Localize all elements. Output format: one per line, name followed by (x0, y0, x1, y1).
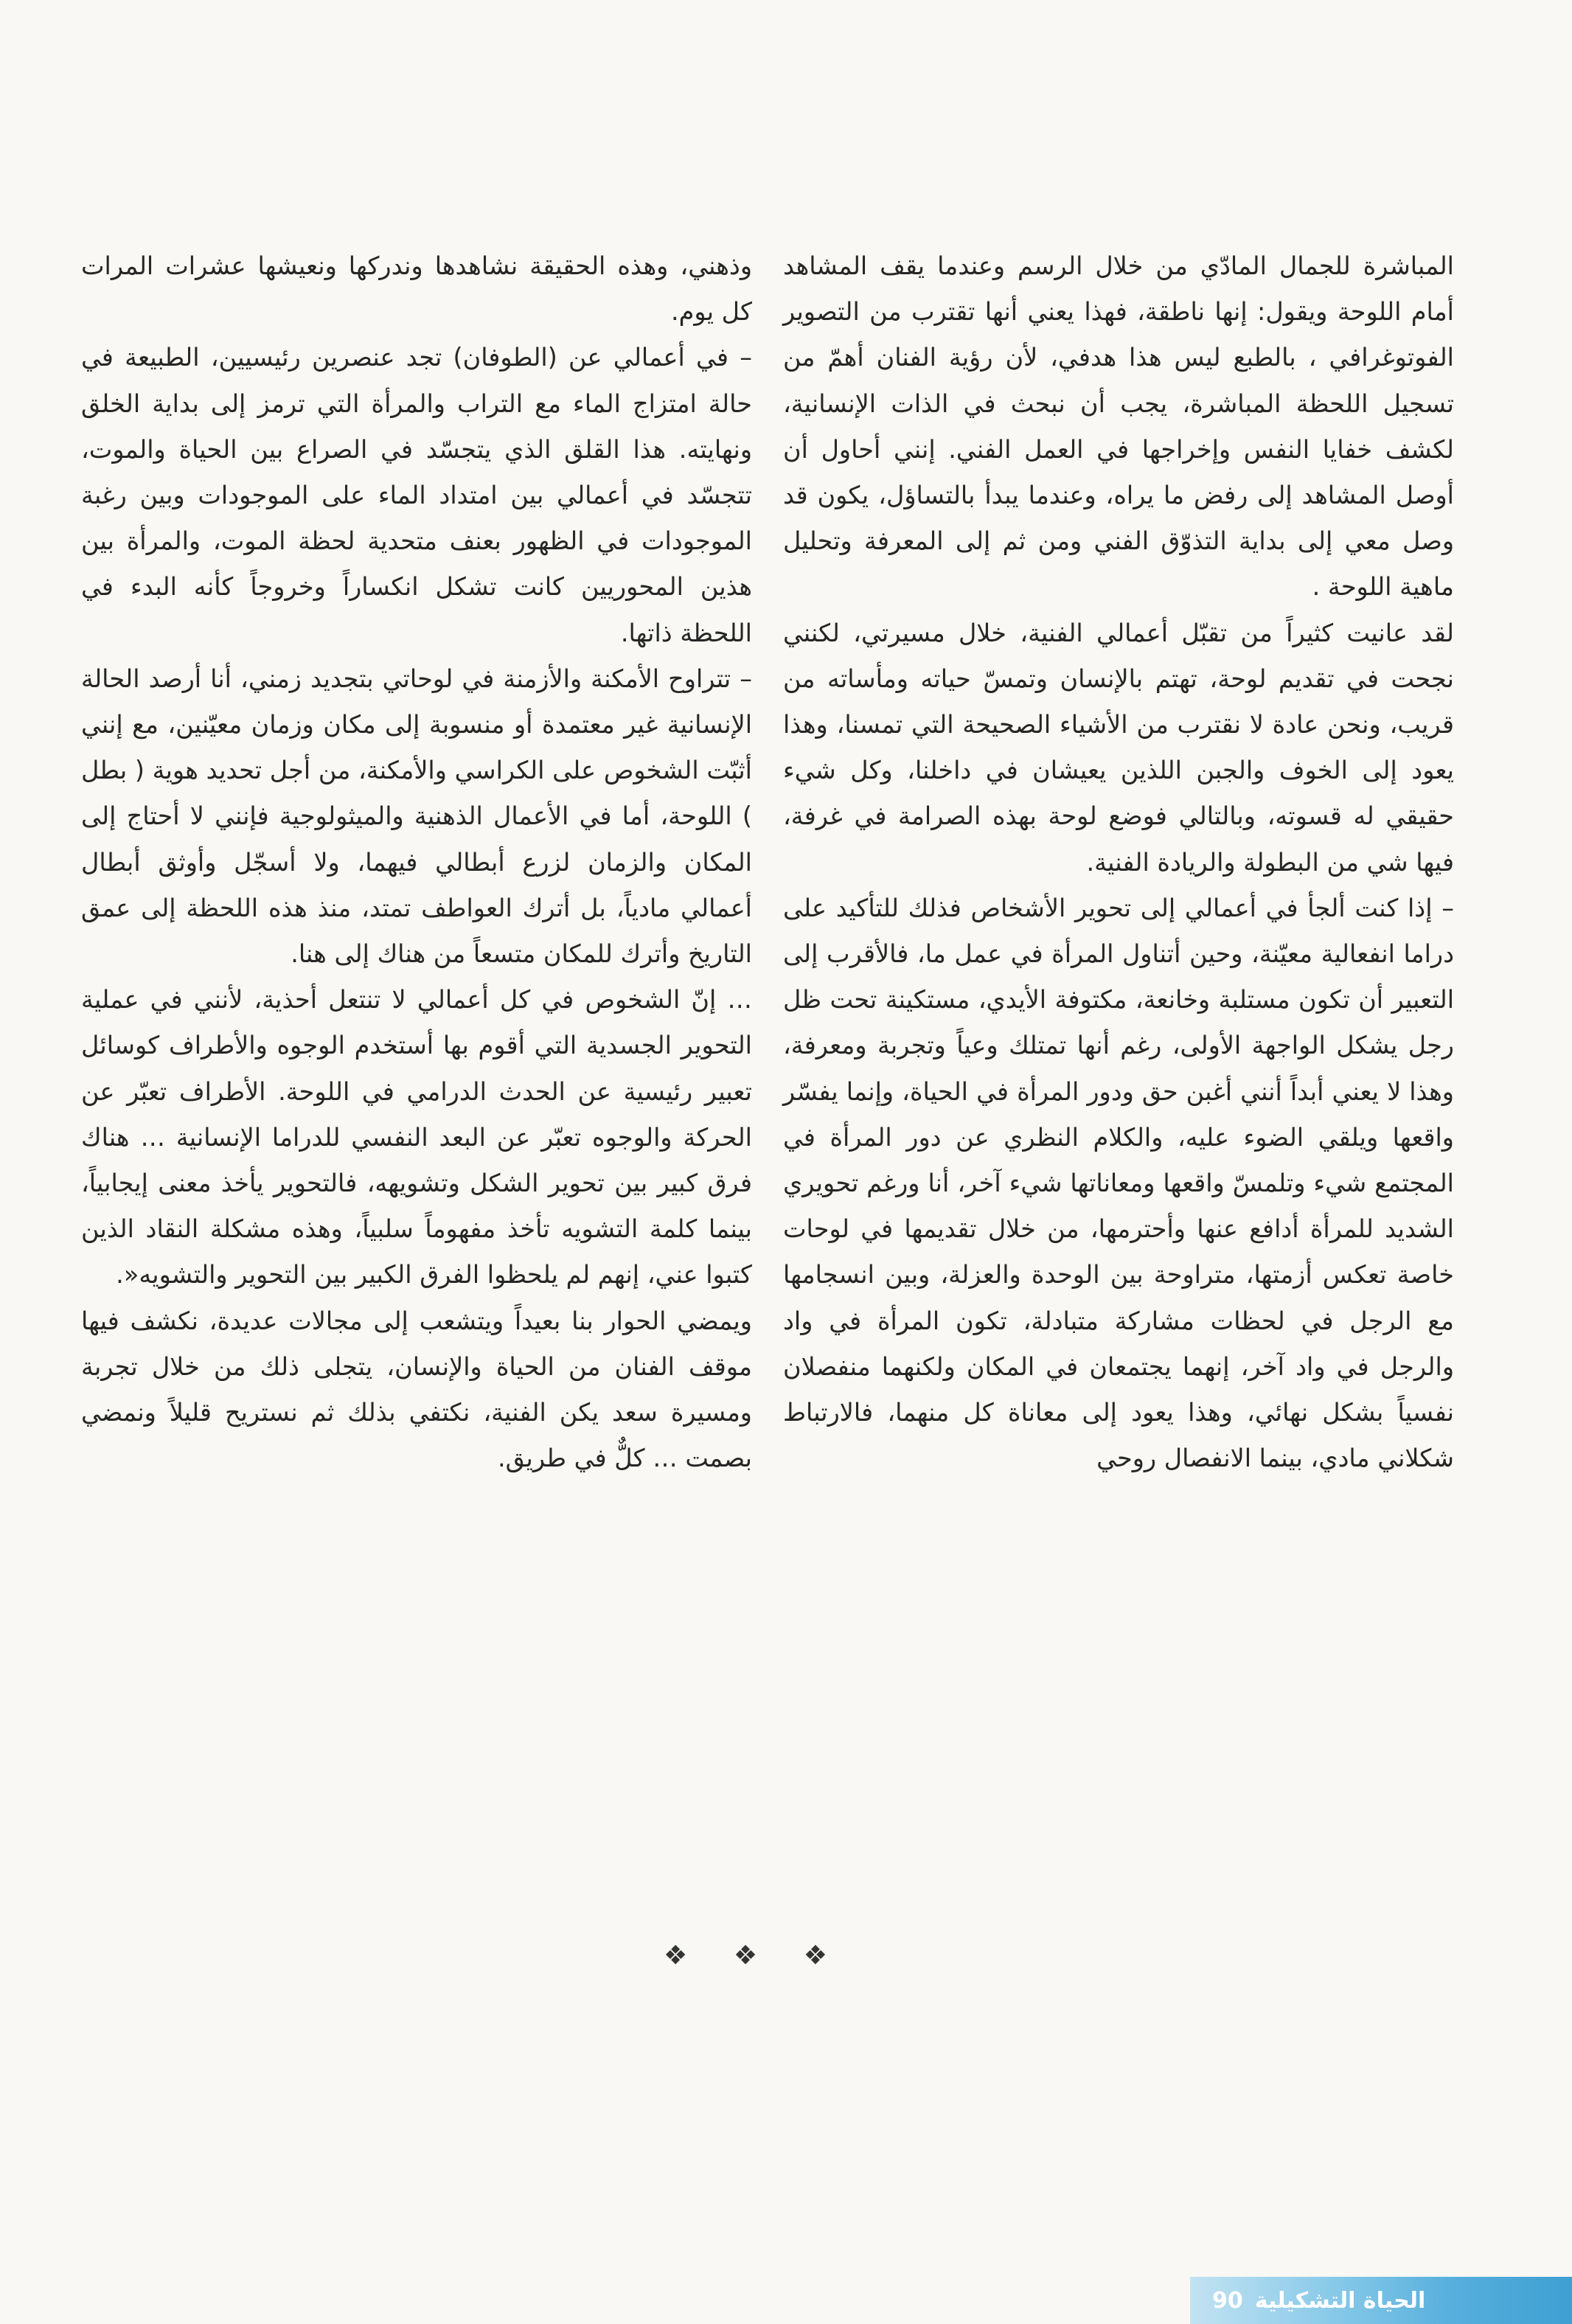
section-separator (664, 1938, 827, 1975)
paragraph: المباشرة للجمال المادّي من خلال الرسم وعندما يقف المشاهد أمام اللوحة ويقول: إنها ناطقة، فهذا يعني أنها تقترب من التصوير الفوتوغرافي ، بالطبع ليس هذا هدفي، لأن رؤية الفنان أهمّ من تسجيل اللحظة المباشرة، يجب أن نبحث في الذات الإنسانية، لكشف خفايا النفس وإخراجها في العمل الفني. إنني أحاول أن أوصل المشاهد إلى رفض ما يراه، وعندما يبدأ بالتساؤل، يكون قد وصل معي إلى بداية التذوّق الفني ومن ثم إلى المعرفة وتحليل ماهية اللوحة . (783, 251, 1454, 602)
article-column-left (81, 243, 752, 1481)
diamond-ornament-icon: ❖ (803, 1941, 827, 1971)
page-number: 90 (1212, 2287, 1243, 2314)
paragraph: … إنّ الشخوص في كل أعمالي لا تنتعل أحذية، لأنني في عملية التحوير الجسدية التي أقوم بها أستخدم الوجوه والأطراف كوسائل تعبير رئيسية عن الحدث الدرامي في اللوحة. الأطراف تعبّر عن الحركة والوجوه تعبّر عن البعد النفسي للدراما الإنسانية … هناك فرق كبير بين تحوير الشكل وتشويهه، فالتحوير يأخذ معنى إيجابياً، بينما كلمة التشويه تأخذ مفهوماً سلبياً، وهذه مشكلة النقاد الذين كتبوا عني، إنهم لم يلحظوا الفرق الكبير بين التحوير والتشويه«. (81, 985, 752, 1290)
page-footer (1190, 2277, 1572, 2324)
diamond-ornament-icon: ❖ (733, 1941, 758, 1971)
diamond-ornament-icon: ❖ (664, 1941, 688, 1971)
paragraph: – إذا كنت ألجأ في أعمالي إلى تحوير الأشخاص فذلك للتأكيد على دراما انفعالية معيّنة، وحين أتناول المرأة في عمل ما، فالأقرب إلى التعبير أن تكون مستلبة وخانعة، مكتوفة الأيدي، مستكينة تحت ظل رجل يشكل الواجهة الأولى، رغم أنها تمتلك وعياً وتجربة ومعرفة، وهذا لا يعني أبداً أنني أغبن حق ودور المرأة في الحياة، وإنما يفسّر واقعها ويلقي الضوء عليه، والكلام النظري عن دور المرأة في المجتمع شيء وتلمسّ واقعها ومعاناتها شيء آخر، أنا ورغم تحويري الشديد للمرأة أدافع عنها وأحترمها، من خلال تقديمها في لوحات خاصة تعكس أزمتها، متراوحة بين الوحدة والعزلة، وبين انسجامها مع الرجل في لحظات مشاركة متبادلة، تكون المرأة في واد والرجل في واد آخر، إنهما يجتمعان في المكان ولكنهما منفصلان نفسياً بشكل نهائي، وهذا يعود إلى معاناة كل منهما، فالارتباط شكلاني مادي، بينما الانفصال روحي (783, 893, 1454, 1473)
magazine-title: الحياة التشكيلية (1254, 2287, 1426, 2314)
paragraph: لقد عانيت كثيراً من تقبّل أعمالي الفنية، خلال مسيرتي، لكنني نجحت في تقديم لوحة، تهتم بالإنسان وتمسّ حياته ومأساته من قريب، ونحن عادة لا نقترب من الأشياء الصحيحة التي تمسنا، وهذا يعود إلى الخوف والجبن اللذين يعيشان في داخلنا، وكل شيء حقيقي له قسوته، وبالتالي فوضع لوحة بهذه الصرامة في غرفة، فيها شي من البطولة والريادة الفنية. (783, 618, 1454, 877)
paragraph: ويمضي الحوار بنا بعيداً ويتشعب إلى مجالات عديدة، نكشف فيها موقف الفنان من الحياة والإنسان، يتجلى ذلك من خلال تجربة ومسيرة سعد يكن الفنية، نكتفي بذلك ثم نستريح قليلاً ونمضي بصمت … كلٌّ في طريق. (81, 1306, 752, 1473)
paragraph: – في أعمالي عن (الطوفان) تجد عنصرين رئيسيين، الطبيعة في حالة امتزاج الماء مع التراب والمرأة التي ترمز إلى بداية الخلق ونهايته. هذا القلق الذي يتجسّد في الصراع بين الحياة والموت، تتجسّد في أعمالي بين امتداد الماء على الموجودات وبين رغبة الموجودات في الظهور بعنف متحدية لحظة الموت، والمرأة بين هذين المحوريين كانت تشكل انكساراً وخروجاً كأنه البدء في اللحظة ذاتها. (81, 343, 752, 647)
paragraph: – تتراوح الأمكنة والأزمنة في لوحاتي بتجديد زمني، أنا أرصد الحالة الإنسانية غير معتمدة أو منسوبة إلى مكان وزمان معيّنين، مع إنني أثبّت الشخوص على الكراسي والأمكنة، من أجل تحديد هوية ( بطل ) اللوحة، أما في الأعمال الذهنية والميثولوجية فإنني لا أحتاج إلى المكان والزمان لزرع أبطالي فيهما، ولا أسجّل وأوثق أبطال أعمالي مادياً، بل أترك العواطف تمتد، منذ هذه اللحظة إلى عمق التاريخ وأترك للمكان متسعاً من هناك إلى هنا. (81, 664, 752, 969)
article-column-right (783, 243, 1454, 1481)
paragraph: وذهني، وهذه الحقيقة نشاهدها وندركها ونعيشها عشرات المرات كل يوم. (81, 251, 752, 327)
